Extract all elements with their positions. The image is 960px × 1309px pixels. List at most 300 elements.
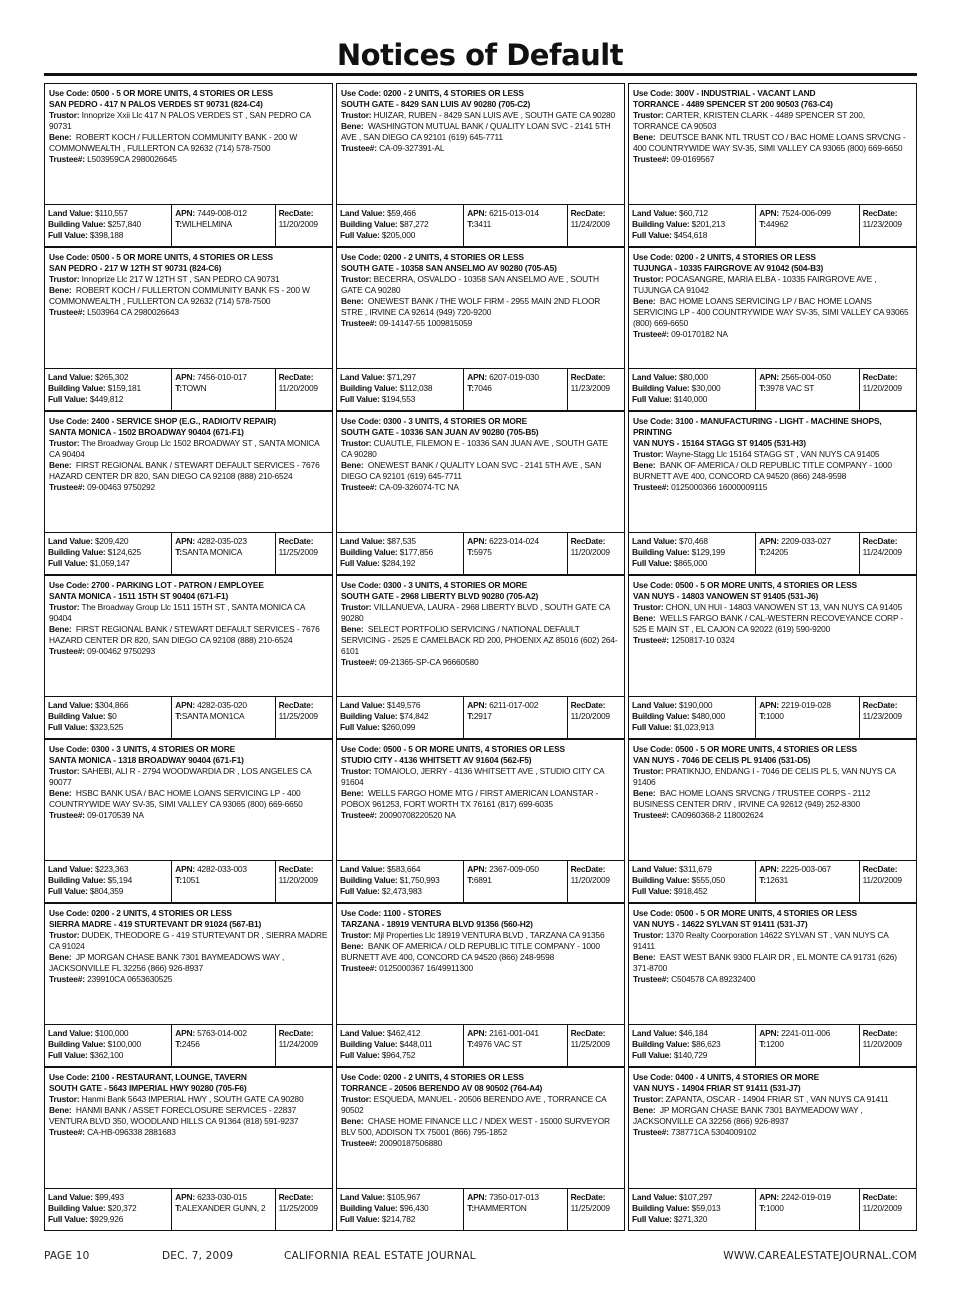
land-label: Land Value: <box>340 208 385 218</box>
trustee-label: Trustee#: <box>49 482 85 492</box>
trustor-value: Mjl Properties Llc 18919 VENTURA BLVD , TARZANA CA 91356 <box>373 930 605 940</box>
building-label: Building Value: <box>632 219 690 229</box>
t-value: 1000 <box>765 711 784 721</box>
recdate-value: 11/25/2009 <box>278 711 318 721</box>
apn-value: 7449-008-012 <box>197 208 247 218</box>
notices-grid <box>44 83 917 1231</box>
trustor-line <box>633 602 912 613</box>
property-address: VAN NUYS - 14904 FRIAR ST 91411 (531-J7) <box>633 1083 801 1093</box>
full-value: $284,192 <box>381 558 416 568</box>
t-label: T: <box>175 219 182 229</box>
t-value: 12631 <box>765 875 789 885</box>
land-label: Land Value: <box>48 1028 93 1038</box>
building-label: Building Value: <box>632 1039 690 1049</box>
apn-cell <box>171 533 274 574</box>
bene-line <box>49 285 328 307</box>
trustee-label: Trustee#: <box>633 974 669 984</box>
t-label: T: <box>759 383 766 393</box>
apn-label: APN: <box>467 700 487 710</box>
notice-body <box>337 576 624 696</box>
trustor-line <box>49 110 328 132</box>
notice-card <box>628 903 917 1067</box>
apn-label: APN: <box>467 864 487 874</box>
bene-line <box>341 296 620 318</box>
building-value: $129,199 <box>691 547 725 557</box>
t-label: T: <box>759 1039 766 1049</box>
trustee-line <box>633 635 912 646</box>
t-label: T: <box>175 1203 182 1213</box>
bene-value: BAC HOME LOANS SRVCNG / TRUSTEE CORPS - 2112 BUSINESS CENTER DRIV , IRVINE CA 92612 (949) 252-8300 <box>633 788 871 809</box>
building-label: Building Value: <box>340 711 398 721</box>
trustor-line <box>633 1094 912 1105</box>
trustee-value: L503959CA 2980026645 <box>87 154 177 164</box>
recdate-value: 11/25/2009 <box>570 1039 610 1049</box>
full-label: Full Value: <box>340 230 380 240</box>
bene-line <box>633 613 912 635</box>
trustor-value: SAHEBI, ALI R - 2794 WOODWARDIA DR , LOS ANGELES CA 90077 <box>49 766 312 787</box>
apn-value: 2161-001-041 <box>489 1028 539 1038</box>
trustee-label: Trustee#: <box>49 154 85 164</box>
trustor-line <box>49 1094 328 1105</box>
trustor-line <box>341 766 620 788</box>
land-label: Land Value: <box>340 372 385 382</box>
apn-value: 7456-010-017 <box>197 372 247 382</box>
trustor-label: Trustor: <box>49 110 80 120</box>
recdate-cell <box>275 205 332 246</box>
notice-card <box>44 739 333 903</box>
notice-body <box>629 248 916 368</box>
building-label: Building Value: <box>48 875 106 885</box>
use-code: Use Code: 0200 - 2 UNITS, 4 STORIES OR LESS <box>341 1072 524 1082</box>
trustee-label: Trustee#: <box>49 810 85 820</box>
bene-value: BAC HOME LOANS SERVICING LP / BAC HOME LOANS SERVICING LP - 400 COUNTRYWIDE WAY SV-35, SIMI VALLEY CA 93065 (800) 669-6650 <box>633 296 909 328</box>
building-label: Building Value: <box>632 1203 690 1213</box>
notice-values <box>45 696 332 738</box>
recdate-cell <box>567 1189 624 1230</box>
apn-label: APN: <box>175 536 195 546</box>
notice-body <box>45 84 332 204</box>
notice-card <box>44 575 333 739</box>
recdate-label: RecDate: <box>278 864 314 874</box>
building-value: $86,623 <box>691 1039 721 1049</box>
building-label: Building Value: <box>632 547 690 557</box>
notice-values <box>629 204 916 246</box>
land-value: $100,000 <box>94 1028 129 1038</box>
t-value: 7046 <box>473 383 492 393</box>
bene-line <box>633 296 912 329</box>
bene-value: DEUTSCE BANK NTL TRUST CO / BAC HOME LOANS SRVCNG - 400 COUNTRYWIDE WAY SV-35, SIMI VALLEY CA 93065 (800) 669-6650 <box>633 132 906 153</box>
trustee-value: 20090708220520 NA <box>379 810 456 820</box>
bene-value: WASHINGTON MUTUAL BANK / QUALITY LOAN SVC - 2141 5TH AVE , SAN DIEGO CA 92101 (619) 645-7711 <box>341 121 611 142</box>
bene-label: Bene: <box>49 132 72 142</box>
trustor-label: Trustor: <box>633 1094 664 1104</box>
bene-label: Bene: <box>633 132 656 142</box>
land-value: $209,420 <box>94 536 129 546</box>
land-label: Land Value: <box>340 700 385 710</box>
building-label: Building Value: <box>340 383 398 393</box>
full-label: Full Value: <box>632 558 672 568</box>
recdate-value: 11/24/2009 <box>278 1039 318 1049</box>
full-value: $214,782 <box>381 1214 416 1224</box>
t-value: SANTA MON1CA <box>181 711 245 721</box>
t-value: 4976 VAC ST <box>473 1039 523 1049</box>
recdate-value: 11/20/2009 <box>278 219 318 229</box>
land-value: $265,302 <box>94 372 129 382</box>
trustee-line <box>341 963 620 974</box>
full-label: Full Value: <box>48 1214 88 1224</box>
apn-cell <box>171 369 274 410</box>
apn-cell <box>171 1025 274 1066</box>
property-address: VAN NUYS - 14622 SYLVAN ST 91411 (531-J7) <box>633 919 808 929</box>
trustor-value: CUAUTLE, FILEMON E - 10336 SAN JUAN AVE , SOUTH GATE CA 90280 <box>341 438 608 459</box>
property-address: SOUTH GATE - 10358 SAN ANSELMO AV 90280 (705-A5) <box>341 263 557 273</box>
full-label: Full Value: <box>340 1050 380 1060</box>
full-label: Full Value: <box>48 394 88 404</box>
notice-card <box>628 575 917 739</box>
use-code: Use Code: 0400 - 4 UNITS, 4 STORIES OR MORE <box>633 1072 820 1082</box>
land-label: Land Value: <box>48 372 93 382</box>
full-label: Full Value: <box>48 886 88 896</box>
t-value: 1200 <box>765 1039 784 1049</box>
apn-cell <box>755 1025 858 1066</box>
trustee-line <box>633 329 912 340</box>
bene-value: EAST WEST BANK 9300 FLAIR DR , EL MONTE CA 91731 (626) 371-8700 <box>633 952 897 973</box>
property-address: STUDIO CITY - 4136 WHITSETT AV 91604 (562-F5) <box>341 755 532 765</box>
t-label: T: <box>175 875 182 885</box>
trustee-label: Trustee#: <box>341 482 377 492</box>
building-label: Building Value: <box>48 711 106 721</box>
use-code: Use Code: 0300 - 3 UNITS, 4 STORIES OR MORE <box>341 416 528 426</box>
trustee-value: CA-09-326074-TC NA <box>379 482 459 492</box>
recdate-label: RecDate: <box>862 208 898 218</box>
apn-cell <box>463 533 566 574</box>
full-value: $205,000 <box>381 230 416 240</box>
recdate-label: RecDate: <box>570 700 606 710</box>
trustee-label: Trustee#: <box>341 318 377 328</box>
trustee-value: 09-00462 9750293 <box>87 646 156 656</box>
t-label: T: <box>467 711 474 721</box>
recdate-cell <box>275 369 332 410</box>
recdate-value: 11/20/2009 <box>570 547 610 557</box>
trustee-line <box>341 1138 620 1149</box>
apn-cell <box>171 205 274 246</box>
t-label: T: <box>759 547 766 557</box>
t-label: T: <box>467 383 474 393</box>
building-label: Building Value: <box>340 547 398 557</box>
notice-values <box>629 696 916 738</box>
trustee-value: C504578 CA 89232400 <box>671 974 756 984</box>
recdate-cell <box>275 697 332 738</box>
recdate-cell <box>275 1189 332 1230</box>
land-label: Land Value: <box>632 700 677 710</box>
t-value: WILHELMINA <box>181 219 232 229</box>
notice-card <box>44 903 333 1067</box>
bene-value: JP MORGAN CHASE BANK 7301 BAYMEADOW WAY , JACKSONVILLE CA 32256 (866) 926-8937 <box>633 1105 863 1126</box>
land-value: $71,297 <box>386 372 416 382</box>
bene-line <box>633 788 912 810</box>
notice-body <box>629 1068 916 1188</box>
bene-label: Bene: <box>341 788 364 798</box>
full-label: Full Value: <box>48 558 88 568</box>
t-label: T: <box>759 711 766 721</box>
bene-line <box>341 121 620 143</box>
trustor-value: POCASANGRE, MARIA ELBA - 10335 FAIRGROVE AVE , TUJUNGA CA 91042 <box>633 274 877 295</box>
recdate-label: RecDate: <box>862 1028 898 1038</box>
trustee-label: Trustee#: <box>633 635 669 645</box>
trustee-line <box>341 482 620 493</box>
apn-label: APN: <box>759 1192 779 1202</box>
building-value: $201,213 <box>691 219 725 229</box>
apn-cell <box>755 205 858 246</box>
recdate-cell <box>275 861 332 902</box>
notice-card <box>336 247 625 411</box>
building-value: $96,430 <box>399 1203 429 1213</box>
apn-label: APN: <box>467 1028 487 1038</box>
use-code: Use Code: 0500 - 5 OR MORE UNITS, 4 STORIES OR LESS <box>49 88 273 98</box>
recdate-cell <box>567 533 624 574</box>
recdate-label: RecDate: <box>570 208 606 218</box>
full-value: $865,000 <box>673 558 708 568</box>
full-label: Full Value: <box>340 1214 380 1224</box>
notice-card <box>628 247 917 411</box>
bene-value: WELLS FARGO BANK / CAL-WESTERN RECOVEYANCE CORP - 525 E MAIN ST , EL CAJON CA 92022 (619) 590-9200 <box>633 613 904 634</box>
bene-label: Bene: <box>341 624 364 634</box>
t-value: 5975 <box>473 547 492 557</box>
recdate-label: RecDate: <box>570 1028 606 1038</box>
full-value: $398,188 <box>89 230 124 240</box>
recdate-cell <box>275 533 332 574</box>
trustor-value: Wayne-Stagg Llc 15164 STAGG ST , VAN NUYS CA 91405 <box>665 449 880 459</box>
bene-label: Bene: <box>633 613 656 623</box>
trustor-line <box>341 602 620 624</box>
land-label: Land Value: <box>632 372 677 382</box>
trustee-value: 0125000367 16/49911300 <box>379 963 473 973</box>
apn-label: APN: <box>759 1028 779 1038</box>
bene-line <box>49 624 328 646</box>
apn-label: APN: <box>175 700 195 710</box>
trustee-line <box>49 974 328 985</box>
notice-card <box>628 411 917 575</box>
land-label: Land Value: <box>340 1192 385 1202</box>
full-value: $449,812 <box>89 394 124 404</box>
bene-line <box>633 132 912 154</box>
land-value: $190,000 <box>678 700 713 710</box>
land-label: Land Value: <box>632 1192 677 1202</box>
apn-value: 2209-033-027 <box>781 536 831 546</box>
bene-value: SELECT PORTFOLIO SERVICING / NATIONAL DEFAULT SERVICING - 2525 E CAMELBACK RD 200, PHOENIX AZ 85016 (602) 264-6101 <box>341 624 618 656</box>
notice-values <box>45 532 332 574</box>
apn-value: 4282-035-020 <box>197 700 247 710</box>
recdate-value: 11/23/2009 <box>862 219 902 229</box>
use-code: Use Code: 2100 - RESTAURANT, LOUNGE, TAVERN <box>49 1072 247 1082</box>
bene-label: Bene: <box>633 460 656 470</box>
bene-value: ONEWEST BANK / THE WOLF FIRM - 2955 MAIN 2ND FLOOR STRE , IRVINE CA 92614 (949) 720-9200 <box>341 296 601 317</box>
trustee-label: Trustee#: <box>49 307 85 317</box>
values-cell <box>45 697 171 738</box>
full-label: Full Value: <box>340 722 380 732</box>
notice-values <box>45 204 332 246</box>
apn-label: APN: <box>175 372 195 382</box>
t-label: T: <box>467 1203 474 1213</box>
apn-label: APN: <box>759 700 779 710</box>
bene-line <box>49 952 328 974</box>
trustor-label: Trustor: <box>633 930 664 940</box>
trustee-line <box>341 143 620 154</box>
bene-value: HSBC BANK USA / BAC HOME LOANS SERVICING LP - 400 COUNTRYWIDE WAY SV-35, SIMI VALLEY CA 93065 (800) 669-6650 <box>49 788 303 809</box>
notice-values <box>45 860 332 902</box>
notice-values <box>337 368 624 410</box>
trustee-line <box>49 307 328 318</box>
apn-value: 2242-019-019 <box>781 1192 831 1202</box>
recdate-value: 11/20/2009 <box>570 711 610 721</box>
building-label: Building Value: <box>48 219 106 229</box>
trustor-value: Innoprize Llc 217 W 12TH ST , SAN PEDRO CA 90731 <box>81 274 280 284</box>
trustor-line <box>341 110 620 121</box>
land-label: Land Value: <box>48 208 93 218</box>
full-value: $271,320 <box>673 1214 708 1224</box>
bene-line <box>633 952 912 974</box>
building-value: $5,194 <box>107 875 133 885</box>
apn-label: APN: <box>467 536 487 546</box>
notice-body <box>45 740 332 860</box>
trustee-value: 1250817-10 0324 <box>671 635 735 645</box>
building-value: $30,000 <box>691 383 721 393</box>
notice-card <box>44 1067 333 1231</box>
land-value: $99,493 <box>94 1192 124 1202</box>
apn-label: APN: <box>759 208 779 218</box>
notice-body <box>337 904 624 1024</box>
trustor-line <box>49 930 328 952</box>
trustee-label: Trustee#: <box>341 810 377 820</box>
trustee-label: Trustee#: <box>341 1138 377 1148</box>
building-value: $480,000 <box>691 711 725 721</box>
land-label: Land Value: <box>48 700 93 710</box>
recdate-value: 11/20/2009 <box>278 383 318 393</box>
building-label: Building Value: <box>632 875 690 885</box>
t-value: SANTA MONICA <box>181 547 243 557</box>
recdate-label: RecDate: <box>570 1192 606 1202</box>
trustor-label: Trustor: <box>49 766 80 776</box>
notice-values <box>629 368 916 410</box>
trustee-label: Trustee#: <box>49 1127 85 1137</box>
full-value: $1,059,147 <box>89 558 130 568</box>
trustor-value: CHON, UN HUI - 14803 VANOWEN ST 13, VAN NUYS CA 91405 <box>665 602 903 612</box>
trustor-label: Trustor: <box>341 766 372 776</box>
trustee-label: Trustee#: <box>341 143 377 153</box>
use-code: Use Code: 300V - INDUSTRIAL - VACANT LAND <box>633 88 816 98</box>
building-value: $177,856 <box>399 547 433 557</box>
recdate-value: 11/20/2009 <box>278 875 318 885</box>
apn-label: APN: <box>175 864 195 874</box>
footer-website: WWW.CAREALESTATEJOURNAL.COM <box>723 1250 917 1262</box>
building-value: $100,000 <box>107 1039 141 1049</box>
full-value: $323,525 <box>89 722 124 732</box>
t-label: T: <box>467 1039 474 1049</box>
property-address: TARZANA - 18919 VENTURA BLVD 91356 (560-H2) <box>341 919 533 929</box>
apn-label: APN: <box>175 1028 195 1038</box>
bene-value: FIRST REGIONAL BANK / STEWART DEFAULT SERVICES - 7676 HAZARD CENTER DR 820, SAN DIEGO CA 92108 (888) 210-6524 <box>49 460 320 481</box>
trustee-value: 09-0170539 NA <box>87 810 144 820</box>
footer-publication: CALIFORNIA REAL ESTATE JOURNAL <box>284 1250 476 1262</box>
apn-label: APN: <box>175 208 195 218</box>
notice-values <box>337 696 624 738</box>
building-label: Building Value: <box>340 1039 398 1049</box>
t-value: 24205 <box>765 547 789 557</box>
apn-cell <box>755 697 858 738</box>
bene-label: Bene: <box>49 285 72 295</box>
property-address: SANTA MONICA - 1511 15TH ST 90404 (671-F1) <box>49 591 229 601</box>
building-value: $74,842 <box>399 711 429 721</box>
recdate-cell <box>859 1189 916 1230</box>
values-cell <box>337 1189 463 1230</box>
apn-label: APN: <box>175 1192 195 1202</box>
recdate-cell <box>567 205 624 246</box>
trustor-label: Trustor: <box>49 1094 80 1104</box>
trustee-value: 09-14147-55 1009815059 <box>379 318 473 328</box>
full-value: $964,752 <box>381 1050 416 1060</box>
land-value: $149,576 <box>386 700 421 710</box>
recdate-cell <box>567 1025 624 1066</box>
recdate-label: RecDate: <box>278 536 314 546</box>
use-code: Use Code: 1100 - STORES <box>341 908 442 918</box>
full-value: $918,452 <box>673 886 708 896</box>
bene-line <box>633 1105 912 1127</box>
property-address: SOUTH GATE - 5643 IMPERIAL HWY 90280 (705-F6) <box>49 1083 247 1093</box>
use-code: Use Code: 2400 - SERVICE SHOP (E.G., RADIO/TV REPAIR) <box>49 416 277 426</box>
recdate-value: 11/24/2009 <box>862 547 902 557</box>
values-cell <box>629 697 755 738</box>
apn-value: 2565-004-050 <box>781 372 831 382</box>
bene-line <box>341 941 620 963</box>
bene-value: CHASE HOME FINANCE LLC / NDEX WEST - 15000 SURVEYOR BLV 500, ADDISON TX 75001 (866) 795-1852 <box>341 1116 610 1137</box>
full-value: $804,359 <box>89 886 124 896</box>
recdate-label: RecDate: <box>278 372 314 382</box>
property-address: SOUTH GATE - 8429 SAN LUIS AV 90280 (705-C2) <box>341 99 531 109</box>
apn-cell <box>755 369 858 410</box>
notice-body <box>629 412 916 532</box>
property-address: SAN PEDRO - 217 W 12TH ST 90731 (824-C6) <box>49 263 222 273</box>
t-value: ALEXANDER GUNN, 2 <box>181 1203 266 1213</box>
values-cell <box>629 205 755 246</box>
notice-card <box>336 1067 625 1231</box>
trustor-line <box>49 274 328 285</box>
land-value: $311,679 <box>678 864 712 874</box>
land-label: Land Value: <box>340 864 385 874</box>
t-value: 44962 <box>765 219 789 229</box>
recdate-label: RecDate: <box>278 700 314 710</box>
trustee-label: Trustee#: <box>633 154 669 164</box>
apn-value: 2219-019-028 <box>781 700 831 710</box>
notice-card <box>628 739 917 903</box>
notice-body <box>337 248 624 368</box>
full-label: Full Value: <box>340 558 380 568</box>
apn-cell <box>463 369 566 410</box>
recdate-value: 11/25/2009 <box>570 1203 610 1213</box>
t-value: 3978 VAC ST <box>765 383 815 393</box>
bene-line <box>341 1116 620 1138</box>
recdate-label: RecDate: <box>862 700 898 710</box>
trustor-line <box>49 602 328 624</box>
trustor-label: Trustor: <box>341 1094 372 1104</box>
notice-values <box>337 204 624 246</box>
full-value: $1,023,913 <box>673 722 714 732</box>
bene-label: Bene: <box>341 1116 364 1126</box>
trustor-line <box>341 1094 620 1116</box>
trustee-line <box>49 646 328 657</box>
t-value: 6891 <box>473 875 492 885</box>
notice-values <box>337 532 624 574</box>
full-value: $140,000 <box>673 394 708 404</box>
